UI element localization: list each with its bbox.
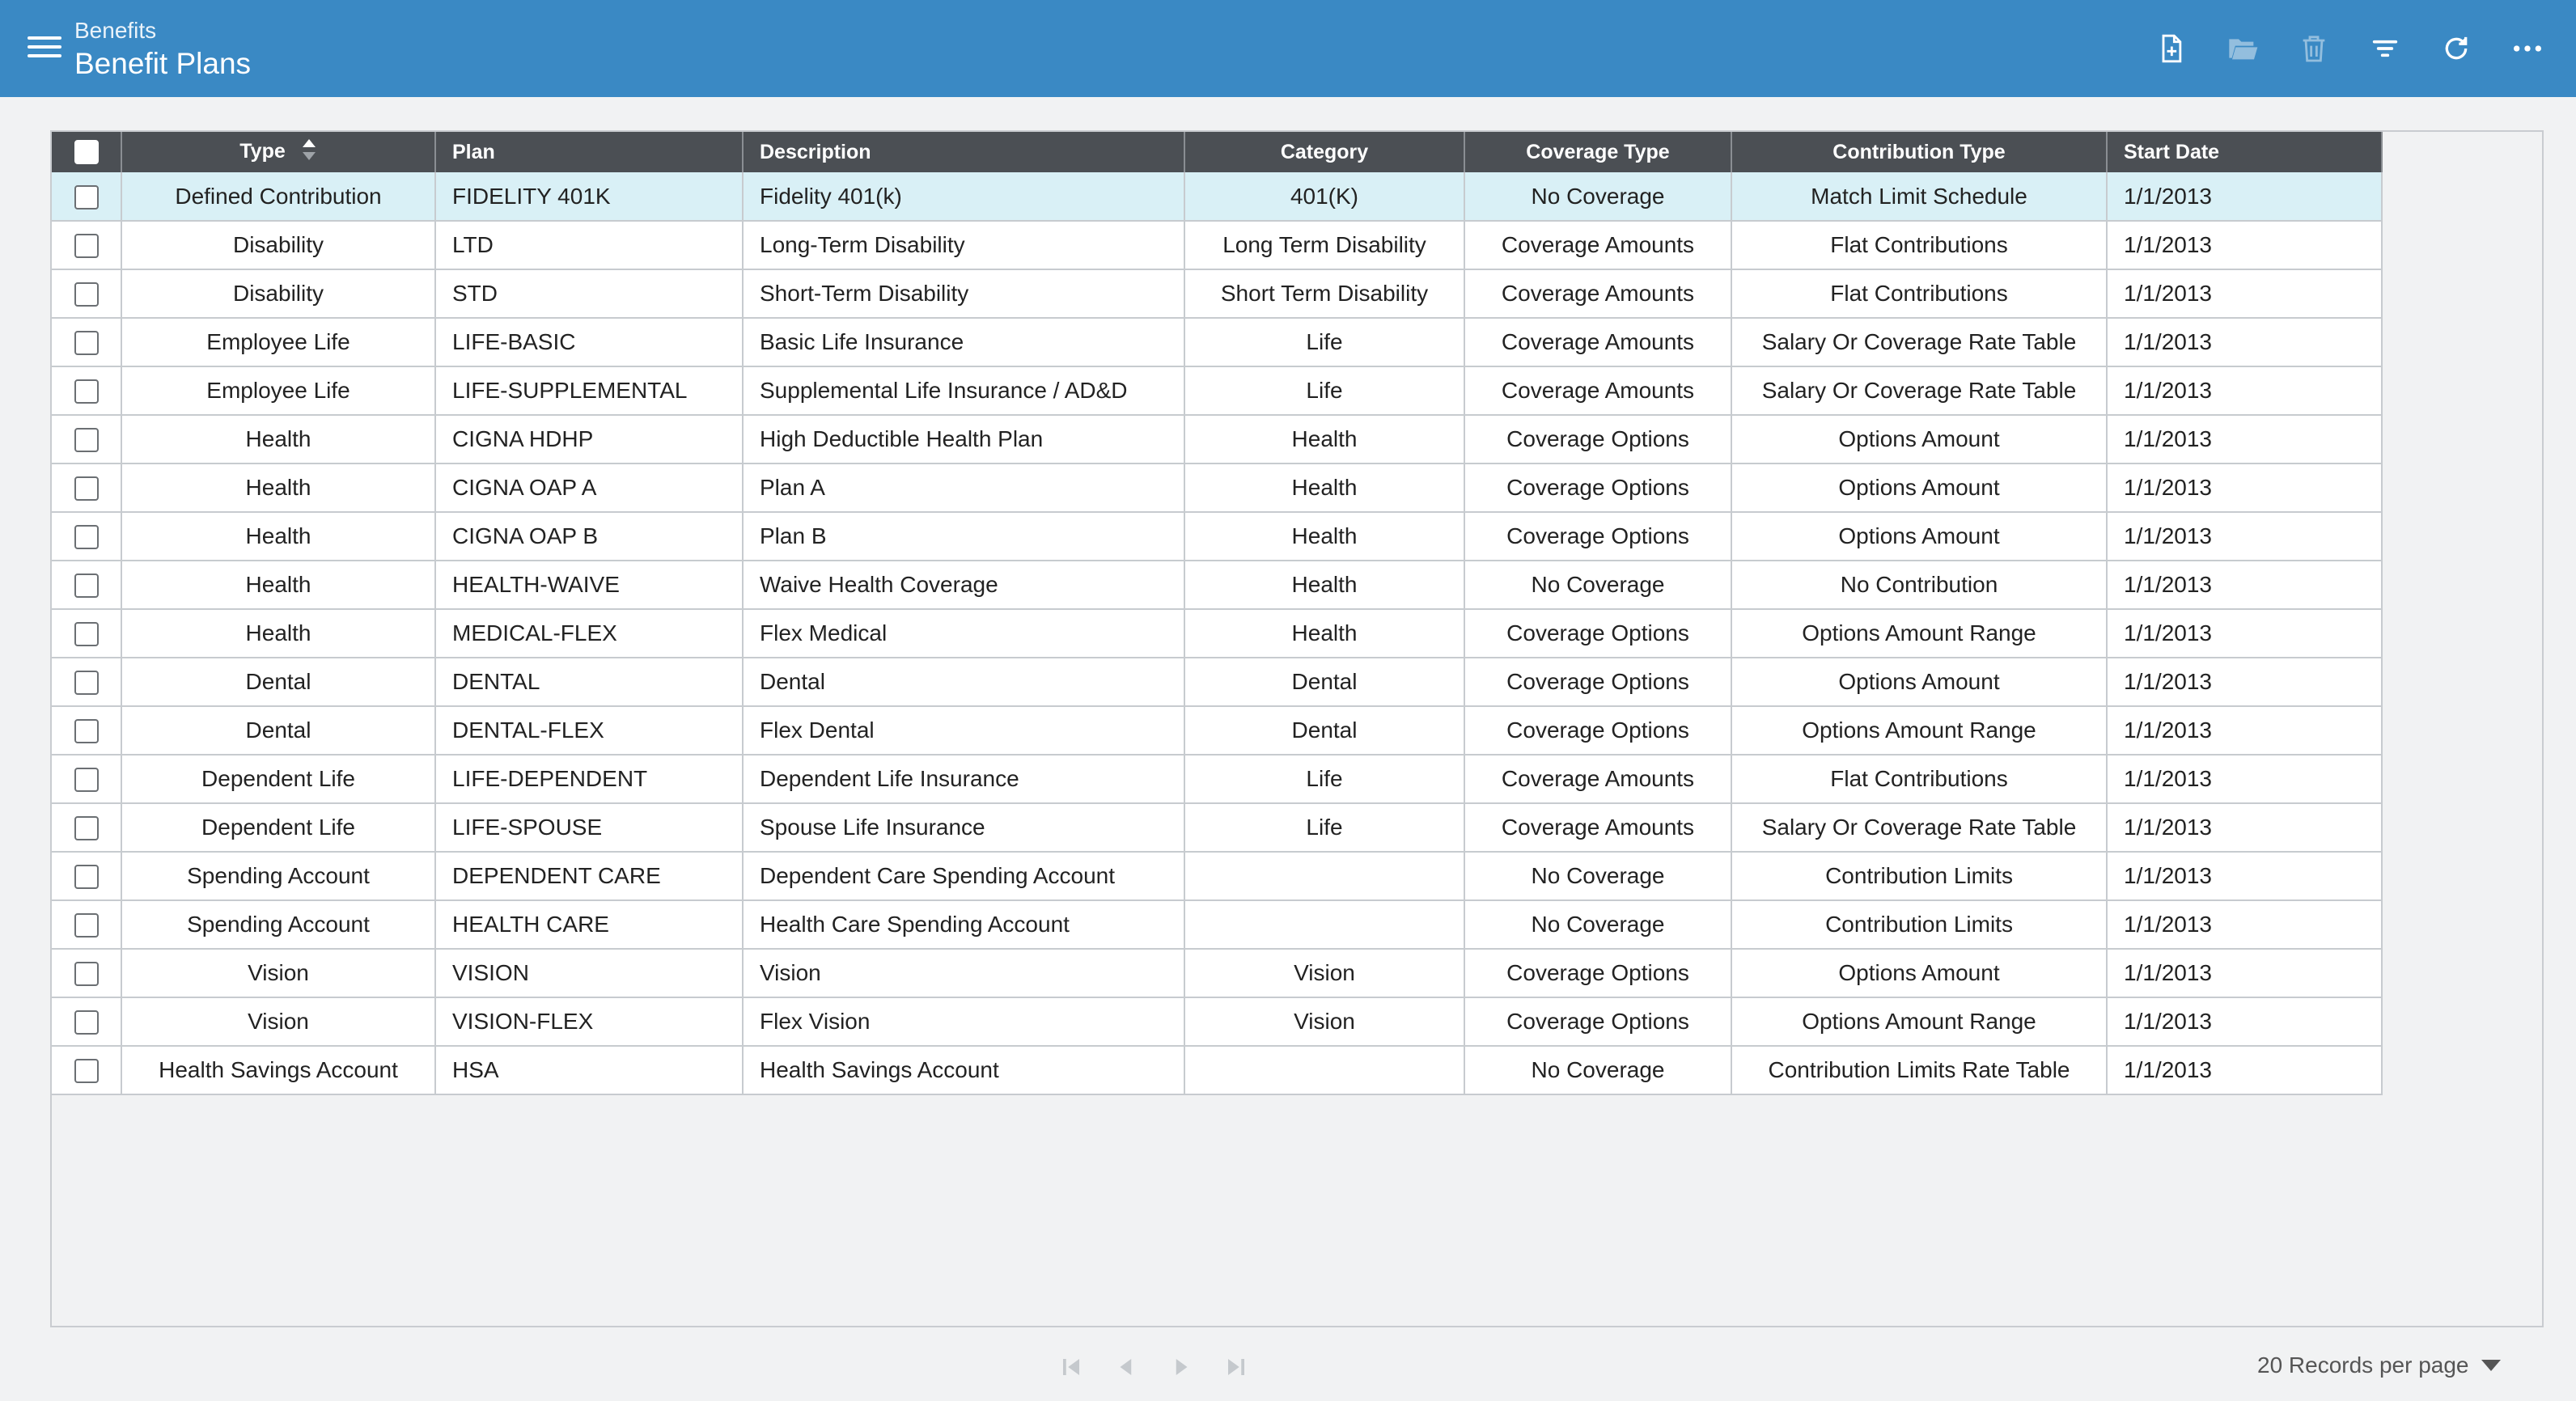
- cell-category: Health: [1184, 512, 1464, 561]
- cell-category: Life: [1184, 366, 1464, 415]
- cell-contribution-type: Options Amount: [1731, 512, 2107, 561]
- cell-category: Health: [1184, 415, 1464, 463]
- cell-coverage-type: Coverage Options: [1464, 706, 1731, 755]
- cell-coverage-type: No Coverage: [1464, 172, 1731, 221]
- cell-contribution-type: Options Amount Range: [1731, 997, 2107, 1046]
- cell-start-date: 1/1/2013: [2107, 852, 2382, 900]
- cell-type: Health Savings Account: [121, 1046, 435, 1094]
- cell-type: Employee Life: [121, 318, 435, 366]
- cell-coverage-type: Coverage Amounts: [1464, 269, 1731, 318]
- cell-coverage-type: Coverage Amounts: [1464, 318, 1731, 366]
- column-header-category[interactable]: Category: [1184, 132, 1464, 172]
- select-all-checkbox[interactable]: [52, 132, 121, 172]
- table-row[interactable]: [52, 172, 2382, 221]
- cell-start-date: 1/1/2013: [2107, 366, 2382, 415]
- row-checkbox[interactable]: [52, 463, 121, 512]
- cell-type: Dental: [121, 658, 435, 706]
- cell-plan: LIFE-SUPPLEMENTAL: [435, 366, 743, 415]
- cell-category: Health: [1184, 463, 1464, 512]
- cell-start-date: 1/1/2013: [2107, 172, 2382, 221]
- cell-coverage-type: Coverage Amounts: [1464, 366, 1731, 415]
- hamburger-menu-icon[interactable]: [28, 33, 61, 61]
- cell-contribution-type: No Contribution: [1731, 561, 2107, 609]
- cell-category: 401(K): [1184, 172, 1464, 221]
- cell-type: Dental: [121, 706, 435, 755]
- cell-start-date: 1/1/2013: [2107, 415, 2382, 463]
- cell-description: Dependent Care Spending Account: [743, 852, 1184, 900]
- table-row[interactable]: [52, 366, 2382, 415]
- cell-plan: DENTAL-FLEX: [435, 706, 743, 755]
- cell-contribution-type: Salary Or Coverage Rate Table: [1731, 318, 2107, 366]
- cell-start-date: 1/1/2013: [2107, 512, 2382, 561]
- cell-start-date: 1/1/2013: [2107, 803, 2382, 852]
- cell-description: High Deductible Health Plan: [743, 415, 1184, 463]
- table-row[interactable]: [52, 997, 2382, 1046]
- cell-category: Long Term Disability: [1184, 221, 1464, 269]
- cell-description: Dental: [743, 658, 1184, 706]
- row-checkbox[interactable]: [52, 512, 121, 561]
- cell-plan: CIGNA OAP A: [435, 463, 743, 512]
- table-row[interactable]: [52, 755, 2382, 803]
- table-row[interactable]: [52, 221, 2382, 269]
- cell-coverage-type: Coverage Options: [1464, 512, 1731, 561]
- cell-category: Life: [1184, 318, 1464, 366]
- cell-contribution-type: Contribution Limits Rate Table: [1731, 1046, 2107, 1094]
- cell-type: Health: [121, 609, 435, 658]
- row-checkbox[interactable]: [52, 269, 121, 318]
- cell-category: Dental: [1184, 706, 1464, 755]
- cell-start-date: 1/1/2013: [2107, 609, 2382, 658]
- refresh-icon[interactable]: [2432, 24, 2481, 73]
- cell-plan: LTD: [435, 221, 743, 269]
- cell-plan: HEALTH CARE: [435, 900, 743, 949]
- sort-icon[interactable]: [301, 138, 317, 167]
- column-header-type[interactable]: Type: [121, 132, 435, 172]
- cell-category: Dental: [1184, 658, 1464, 706]
- row-checkbox[interactable]: [52, 755, 121, 803]
- cell-type: Disability: [121, 221, 435, 269]
- cell-category: Health: [1184, 609, 1464, 658]
- cell-plan: MEDICAL-FLEX: [435, 609, 743, 658]
- table-row[interactable]: [52, 803, 2382, 852]
- cell-type: Employee Life: [121, 366, 435, 415]
- cell-description: Supplemental Life Insurance / AD&D: [743, 366, 1184, 415]
- table-header-row: [52, 132, 2382, 172]
- open-folder-icon[interactable]: [2218, 24, 2267, 73]
- table-row[interactable]: [52, 658, 2382, 706]
- cell-description: Fidelity 401(k): [743, 172, 1184, 221]
- cell-coverage-type: Coverage Amounts: [1464, 221, 1731, 269]
- cell-category: [1184, 852, 1464, 900]
- cell-type: Dependent Life: [121, 803, 435, 852]
- cell-type: Health: [121, 561, 435, 609]
- cell-description: Vision: [743, 949, 1184, 997]
- cell-coverage-type: No Coverage: [1464, 852, 1731, 900]
- cell-plan: CIGNA OAP B: [435, 512, 743, 561]
- cell-type: Health: [121, 415, 435, 463]
- first-page-icon[interactable]: [1049, 1349, 1094, 1385]
- cell-description: Health Care Spending Account: [743, 900, 1184, 949]
- benefit-plans-table: [52, 132, 2383, 1095]
- cell-type: Health: [121, 512, 435, 561]
- cell-coverage-type: Coverage Options: [1464, 415, 1731, 463]
- cell-plan: FIDELITY 401K: [435, 172, 743, 221]
- records-per-page-select[interactable]: 20 Records per page: [2257, 1352, 2502, 1378]
- cell-contribution-type: Salary Or Coverage Rate Table: [1731, 366, 2107, 415]
- cell-contribution-type: Options Amount: [1731, 463, 2107, 512]
- cell-start-date: 1/1/2013: [2107, 755, 2382, 803]
- cell-start-date: 1/1/2013: [2107, 269, 2382, 318]
- cell-category: Short Term Disability: [1184, 269, 1464, 318]
- cell-description: Health Savings Account: [743, 1046, 1184, 1094]
- row-checkbox[interactable]: [52, 997, 121, 1046]
- cell-description: Dependent Life Insurance: [743, 755, 1184, 803]
- cell-type: Spending Account: [121, 852, 435, 900]
- cell-type: Vision: [121, 997, 435, 1046]
- cell-description: Flex Vision: [743, 997, 1184, 1046]
- row-checkbox[interactable]: [52, 1046, 121, 1094]
- cell-category: [1184, 900, 1464, 949]
- cell-coverage-type: Coverage Options: [1464, 949, 1731, 997]
- row-checkbox[interactable]: [52, 172, 121, 221]
- cell-start-date: 1/1/2013: [2107, 221, 2382, 269]
- table-row[interactable]: [52, 318, 2382, 366]
- cell-category: [1184, 1046, 1464, 1094]
- cell-coverage-type: No Coverage: [1464, 1046, 1731, 1094]
- cell-type: Dependent Life: [121, 755, 435, 803]
- row-checkbox[interactable]: [52, 561, 121, 609]
- cell-coverage-type: Coverage Amounts: [1464, 803, 1731, 852]
- cell-coverage-type: Coverage Options: [1464, 658, 1731, 706]
- column-header-coverage-type[interactable]: Coverage Type: [1464, 132, 1731, 172]
- cell-plan: LIFE-BASIC: [435, 318, 743, 366]
- table-row[interactable]: [52, 900, 2382, 949]
- cell-type: Disability: [121, 269, 435, 318]
- cell-contribution-type: Match Limit Schedule: [1731, 172, 2107, 221]
- row-checkbox[interactable]: [52, 949, 121, 997]
- cell-start-date: 1/1/2013: [2107, 997, 2382, 1046]
- cell-coverage-type: No Coverage: [1464, 900, 1731, 949]
- delete-icon[interactable]: [2290, 24, 2338, 73]
- cell-plan: VISION-FLEX: [435, 997, 743, 1046]
- column-header-start-date[interactable]: Start Date: [2107, 132, 2382, 172]
- column-header-contribution-type[interactable]: Contribution Type: [1731, 132, 2107, 172]
- cell-contribution-type: Options Amount Range: [1731, 706, 2107, 755]
- cell-plan: VISION: [435, 949, 743, 997]
- cell-coverage-type: Coverage Options: [1464, 609, 1731, 658]
- cell-description: Spouse Life Insurance: [743, 803, 1184, 852]
- cell-type: Vision: [121, 949, 435, 997]
- cell-category: Life: [1184, 755, 1464, 803]
- cell-plan: DENTAL: [435, 658, 743, 706]
- row-checkbox[interactable]: [52, 658, 121, 706]
- breadcrumb[interactable]: Benefits: [74, 18, 157, 43]
- cell-start-date: 1/1/2013: [2107, 318, 2382, 366]
- table-row[interactable]: [52, 1046, 2382, 1094]
- table-row[interactable]: [52, 512, 2382, 561]
- table-row[interactable]: [52, 706, 2382, 755]
- cell-contribution-type: Options Amount: [1731, 415, 2107, 463]
- row-checkbox[interactable]: [52, 221, 121, 269]
- cell-contribution-type: Options Amount Range: [1731, 609, 2107, 658]
- row-checkbox[interactable]: [52, 415, 121, 463]
- cell-description: Long-Term Disability: [743, 221, 1184, 269]
- cell-description: Plan A: [743, 463, 1184, 512]
- row-checkbox[interactable]: [52, 366, 121, 415]
- cell-category: Health: [1184, 561, 1464, 609]
- next-page-icon[interactable]: [1159, 1349, 1204, 1385]
- cell-coverage-type: Coverage Options: [1464, 463, 1731, 512]
- benefit-plans-grid: [50, 130, 2544, 1327]
- table-row[interactable]: [52, 463, 2382, 512]
- cell-contribution-type: Contribution Limits: [1731, 900, 2107, 949]
- cell-plan: LIFE-SPOUSE: [435, 803, 743, 852]
- table-row[interactable]: [52, 609, 2382, 658]
- cell-contribution-type: Options Amount: [1731, 658, 2107, 706]
- table-row[interactable]: [52, 852, 2382, 900]
- cell-contribution-type: Options Amount: [1731, 949, 2107, 997]
- row-checkbox[interactable]: [52, 318, 121, 366]
- cell-description: Basic Life Insurance: [743, 318, 1184, 366]
- cell-category: Life: [1184, 803, 1464, 852]
- row-checkbox[interactable]: [52, 803, 121, 852]
- cell-start-date: 1/1/2013: [2107, 561, 2382, 609]
- filter-icon[interactable]: [2361, 24, 2409, 73]
- cell-description: Flex Dental: [743, 706, 1184, 755]
- column-header-plan[interactable]: Plan: [435, 132, 743, 172]
- cell-category: Vision: [1184, 949, 1464, 997]
- cell-start-date: 1/1/2013: [2107, 900, 2382, 949]
- cell-start-date: 1/1/2013: [2107, 1046, 2382, 1094]
- cell-plan: STD: [435, 269, 743, 318]
- chevron-down-icon: [2481, 1359, 2502, 1372]
- cell-plan: DEPENDENT CARE: [435, 852, 743, 900]
- cell-plan: LIFE-DEPENDENT: [435, 755, 743, 803]
- row-checkbox[interactable]: [52, 609, 121, 658]
- cell-contribution-type: Flat Contributions: [1731, 755, 2107, 803]
- row-checkbox[interactable]: [52, 900, 121, 949]
- cell-plan: HEALTH-WAIVE: [435, 561, 743, 609]
- cell-type: Defined Contribution: [121, 172, 435, 221]
- table-row[interactable]: [52, 415, 2382, 463]
- cell-plan: HSA: [435, 1046, 743, 1094]
- table-row[interactable]: [52, 269, 2382, 318]
- cell-contribution-type: Flat Contributions: [1731, 221, 2107, 269]
- row-checkbox[interactable]: [52, 706, 121, 755]
- cell-start-date: 1/1/2013: [2107, 949, 2382, 997]
- cell-type: Health: [121, 463, 435, 512]
- cell-coverage-type: Coverage Amounts: [1464, 755, 1731, 803]
- app-header: [0, 0, 2576, 97]
- cell-contribution-type: Contribution Limits: [1731, 852, 2107, 900]
- table-row[interactable]: [52, 949, 2382, 997]
- column-header-description[interactable]: Description: [743, 132, 1184, 172]
- cell-plan: CIGNA HDHP: [435, 415, 743, 463]
- new-document-icon[interactable]: [2147, 24, 2196, 73]
- table-row[interactable]: [52, 561, 2382, 609]
- more-icon[interactable]: [2503, 24, 2552, 73]
- cell-category: Vision: [1184, 997, 1464, 1046]
- cell-contribution-type: Salary Or Coverage Rate Table: [1731, 803, 2107, 852]
- last-page-icon[interactable]: [1214, 1349, 1259, 1385]
- cell-description: Flex Medical: [743, 609, 1184, 658]
- cell-start-date: 1/1/2013: [2107, 706, 2382, 755]
- cell-description: Waive Health Coverage: [743, 561, 1184, 609]
- row-checkbox[interactable]: [52, 852, 121, 900]
- cell-start-date: 1/1/2013: [2107, 658, 2382, 706]
- cell-coverage-type: Coverage Options: [1464, 997, 1731, 1046]
- cell-contribution-type: Flat Contributions: [1731, 269, 2107, 318]
- cell-description: Short-Term Disability: [743, 269, 1184, 318]
- cell-start-date: 1/1/2013: [2107, 463, 2382, 512]
- cell-type: Spending Account: [121, 900, 435, 949]
- page-title: Benefit Plans: [74, 47, 252, 80]
- cell-description: Plan B: [743, 512, 1184, 561]
- previous-page-icon[interactable]: [1104, 1349, 1149, 1385]
- cell-coverage-type: No Coverage: [1464, 561, 1731, 609]
